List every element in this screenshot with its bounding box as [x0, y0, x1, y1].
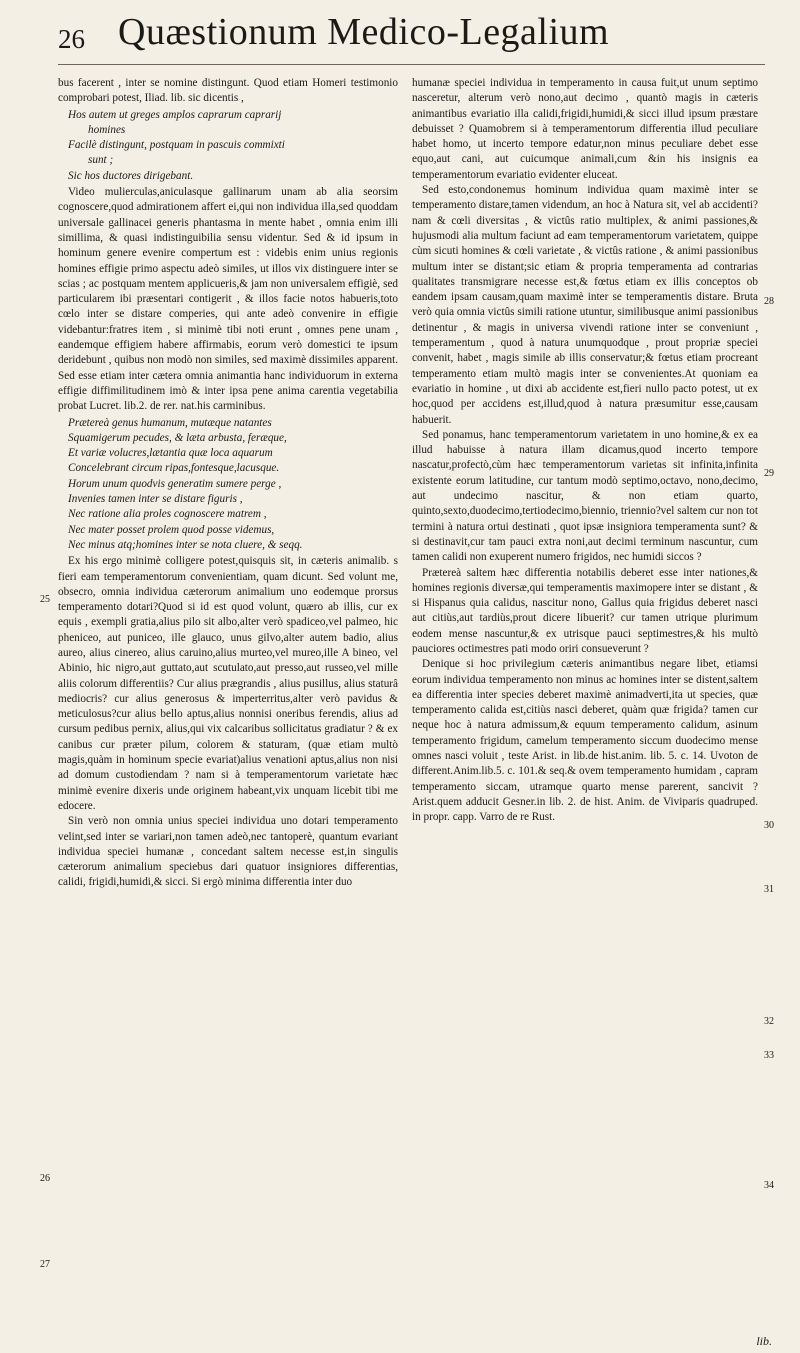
right-column	[412, 76, 758, 826]
running-title	[118, 10, 758, 54]
verse-line: Horum unum quodvis generatim sumere perge ,	[68, 477, 282, 490]
paragraph: Sed ponamus, hanc temperamentorum varietatem in uno homine,& ex ea illud habuisse à natura illam dicamus,quod incerto tempore nascatur,profectò,cùm hæc temperamentorum varietas sit infinita,infinita existente eorum latitudine, cur tantum modò septimo,octavo, nono,decimo, aut undecimo nascitur, & non etiam quarto, quinto,sexto,duodecimo,tertiodecimo,biennio, triennio?vel saltem cur non tot termini à natura ortui destinati , quot ipsæ insigniora temperamenta sunt? & si destinavit,cur tam pauci extra noni,aut decimi terminum nascuntur, cum tamen calidi non exuperent numero frigidos, nec humidi siccos ?	[412, 428, 758, 564]
page-header	[58, 6, 758, 62]
verse-line: Nec ratione alia proles cognoscere matrem ,	[68, 508, 267, 521]
paragraph: Video mulierculas,aniculasque gallinarum unam ab alia seorsim cognoscere,quod admirationem affert ei,qui non individua illa,sed quoddam universale gallinacei generis phantasma in mente habet , omnia enim illi simillima, & quasi indistinguibilia sensu videntur. Sed & id ipsum in hominum genere evenire compertum est : videbis enim unius regionis homines effigie primo aspectu adeò similes, ut illos vix distinguere inter se scias ; ac postquam mentem applicueris,& jam non universalem effigiè, sed particularem ibi præsentari contigerit , & illos facie notos habueris,toto cœlo inter se distare comperies, qui ante adeò convenire in effigie videbantur:fratres item , si minimè tibi noti erunt , omnes pene unam , eandemque effigiem habere affirmabis, eorum verò domestici te ipsum deridebunt , quibus non modò non similes, sed maximè dissimiles apparent. Sed esse etiam inter cætera omnia animantia hanc individuorum in externa effigie diffimilitudinem imò & inter ipsa pene anima carentia vegetabilia probat Lucret. lib.2. de rer. nat.his carminibus.	[58, 186, 398, 413]
running-title-word: Medico-Legalium	[327, 11, 610, 53]
paragraph: Sin verò non omnia unius speciei individua uno dotari temperamento velint,sed inter se variari,non tamen adeò,nec tantoperè, quantum evariant individua speciei humanæ , concedant saltem necesse est,in singulis cæterorum animalium speciebus dari quatuor insigniores differentias, calidi, frigidi,humidi,& sicci. Si ergò minima differentia inter duo	[58, 815, 398, 889]
verse-block	[68, 108, 398, 184]
margin-number: 28	[764, 296, 774, 307]
margin-number: 33	[764, 1050, 774, 1061]
verse-line: Squamigerum pecudes, & læta arbusta, feræque,	[68, 431, 287, 444]
paragraph: bus facerent , inter se nomine distingunt. Quod etiam Homeri testimonio comprobari potest, Iliad. lib. sic dicentis ,	[58, 77, 398, 105]
verse-line: Et variæ volucres,lætantia quæ loca aquarum	[68, 447, 273, 460]
verse-line: Nec mater posset prolem quod posse videmus,	[68, 523, 275, 536]
verse-line: sunt ;	[88, 154, 114, 167]
margin-number: 26	[40, 1173, 50, 1184]
left-column	[58, 76, 398, 891]
verse-line: Hos autem ut greges amplos caprarum caprarij	[68, 108, 282, 121]
verse-line: Facilè distingunt, postquam in pascuis commixti	[68, 139, 285, 152]
verse-line: Concelebrant circum ripas,fontesque,lacusque.	[68, 462, 280, 475]
header-rule	[58, 64, 765, 65]
catchword: lib.	[756, 1334, 772, 1348]
verse-block	[68, 416, 398, 554]
paragraph: Sed esto,condonemus hominum individua quam maximè inter se temperamento distare,tamen videndum, an hoc à Natura sit, vel ab accidenti? nam & cœli diversitas , & victûs ratio multiplex, & animi passiones,& hujusmodi alia multum faciunt ad eam temperamentorum varietatem, quippe cùm sicuti homines & cœli varietate , & victûs ratione , & animi passionibus multum inter se distant;sic etiam & propria temperamenta ad contrarias qualitates transmigrare necesse est,& fœtus etiam ex illis conceptos ob eandem ipsam causam,quam maximè inter se temperamentis distare. Bruta verò quia omnia victûs simili ratione utuntur, similibusque animi passionibus detinentur , & magis in universa vivendi ratione inter se conveniunt , temperamentum , quod à natura unumquodque , prout propriæ speciei convenit, habet , magis simile ab illis conservatur;& fœtus etiam procreant temperamento etiam multò magis inter se convenientes.At quoniam ea evariatio in homine , ut dixi ab accidente est,fieri nullo pacto potest, ut ex hoc,quod per accidens est,illud,quod à natura præsumitur esse,causam habuerit.	[412, 184, 758, 426]
verse-line: Invenies tamen inter se distare figuris ,	[68, 493, 243, 506]
paragraph: Prætereà saltem hæc differentia notabilis deberet esse inter nationes,& homines regionis diversæ,qui temperamentis maximopere inter se distant , & si Hispanus quia calidus, nascitur nono, Gallus quia frigidus deberet nasci aut citiùs,aut tardiùs,prout dicere libuerit? cur tamen utrique plurimum eodem mense nascuntur,& ex utrisque pauci septimestres,& his multò pauciores octimestres pati modo oriri consueverunt ?	[412, 566, 758, 655]
verse-line: Sic hos ductores dirigebant.	[68, 169, 194, 182]
verse-line: Nec minus atq;homines inter se nota cluere, & seqq.	[68, 538, 303, 551]
margin-number: 32	[764, 1016, 774, 1027]
page-number: 26	[58, 24, 85, 54]
paragraph: Denique si hoc privilegium cæteris animantibus negare libet, etiamsi eorum individua temperamento non minus ac homines inter se distent,saltem ea differentia inter species deberet maximè animadverti,ita ut species, quæ temperamento calida est,citiùs nasci deberet, quàm quæ frigida? tamen cur neque hoc à natura admissum,& equum temperamento calidum, asinum temperamento frigidum, camelum temperamento siccum duodecimo mense omnes nasci voluit , teste Arist. in lib.de hist.anim. lib. 5. c. 14. Uvoton de different.Anim.lib.5. c. 101.& seq.& ovem temperamento humidam , capram temperamento siccam, utramque quarto mense parerent, sancivit ? Arist.quem adducit Gesner.in lib. 2. de hist. Anim. de Viviparis quadruped. in propr. capp. Varro de re Rust.	[412, 658, 758, 824]
verse-line: homines	[88, 123, 126, 136]
margin-number: 31	[764, 884, 774, 895]
margin-number: 34	[764, 1180, 774, 1191]
margin-number: 25	[40, 594, 50, 605]
paragraph: humanæ speciei individua in temperamento in causa fuit,ut unum septimo nasceretur, alterum verò nono,aut decimo , quantò magis in cæteris animantibus evariatio illa calidi,frigidi,humidi,& sicci illud ipsum præstare debuisset ? Quamobrem si à temperamentorum differentia illud peculiare habet homo, ut incerto tempore edatur,non minus peculiare debet esse equo,aut cani, aut cuicumque animali,cum &in his insignis ea temperamentorum evariatio evidenter eluceat.	[412, 77, 758, 181]
margin-number: 29	[764, 468, 774, 479]
margin-number: 27	[40, 1259, 50, 1270]
margin-number: 30	[764, 820, 774, 831]
verse-line: Prætereà genus humanum, mutæque natantes	[68, 416, 272, 429]
running-title-word: Quæstionum	[118, 11, 318, 53]
paragraph: Ex his ergo minimè colligere potest,quisquis sit, in cæteris animalib. s fieri eam temperamentorum convenientiam, quam dicunt. Sed volunt me, obsecro, omnia individua cæterorum animalium uno eodemque prorsus temperamento dotari?Quod si id est quod volunt, quæro ab illis, cur ex equis , exempli gratia,alius pilo sit albo,alter verò spadiceo,vel palmeo, hic pheniceo, aut puniceo, ille glauco, unus gilvo,alter autem badio, alius aureo, alius cinereo, alius caruino,alius murteo,vel mureo,ille A bineo, vel Abinio, hic nigro,aut guttato,aut scutulato,aut presso,aut russeo,vel mille aliis colorum differentiis? Cur alius prægrandis , alius pusillus, alius staturâ mediocris? cur alius generosus & imperterritus,alter verò pavidus & meticulosus?cur alius bello aptus,alius nonnisi oneribus ferendis, alius ad cursum pedibus pernix, alius,qui vix calcaribus sollicitatus gradiatur ? & ex canibus cur præter pilum, colorem & staturam, (quæ etiam multò magis,quàm in hominum specie evariat)alius venationi aptus,alius non nisi ad domum custodiendam ? nam si à temperamentorum varietate hæc minimè evenire dixeris unde originem habeant,vix unquam licebit tibi me edocere.	[58, 555, 398, 812]
